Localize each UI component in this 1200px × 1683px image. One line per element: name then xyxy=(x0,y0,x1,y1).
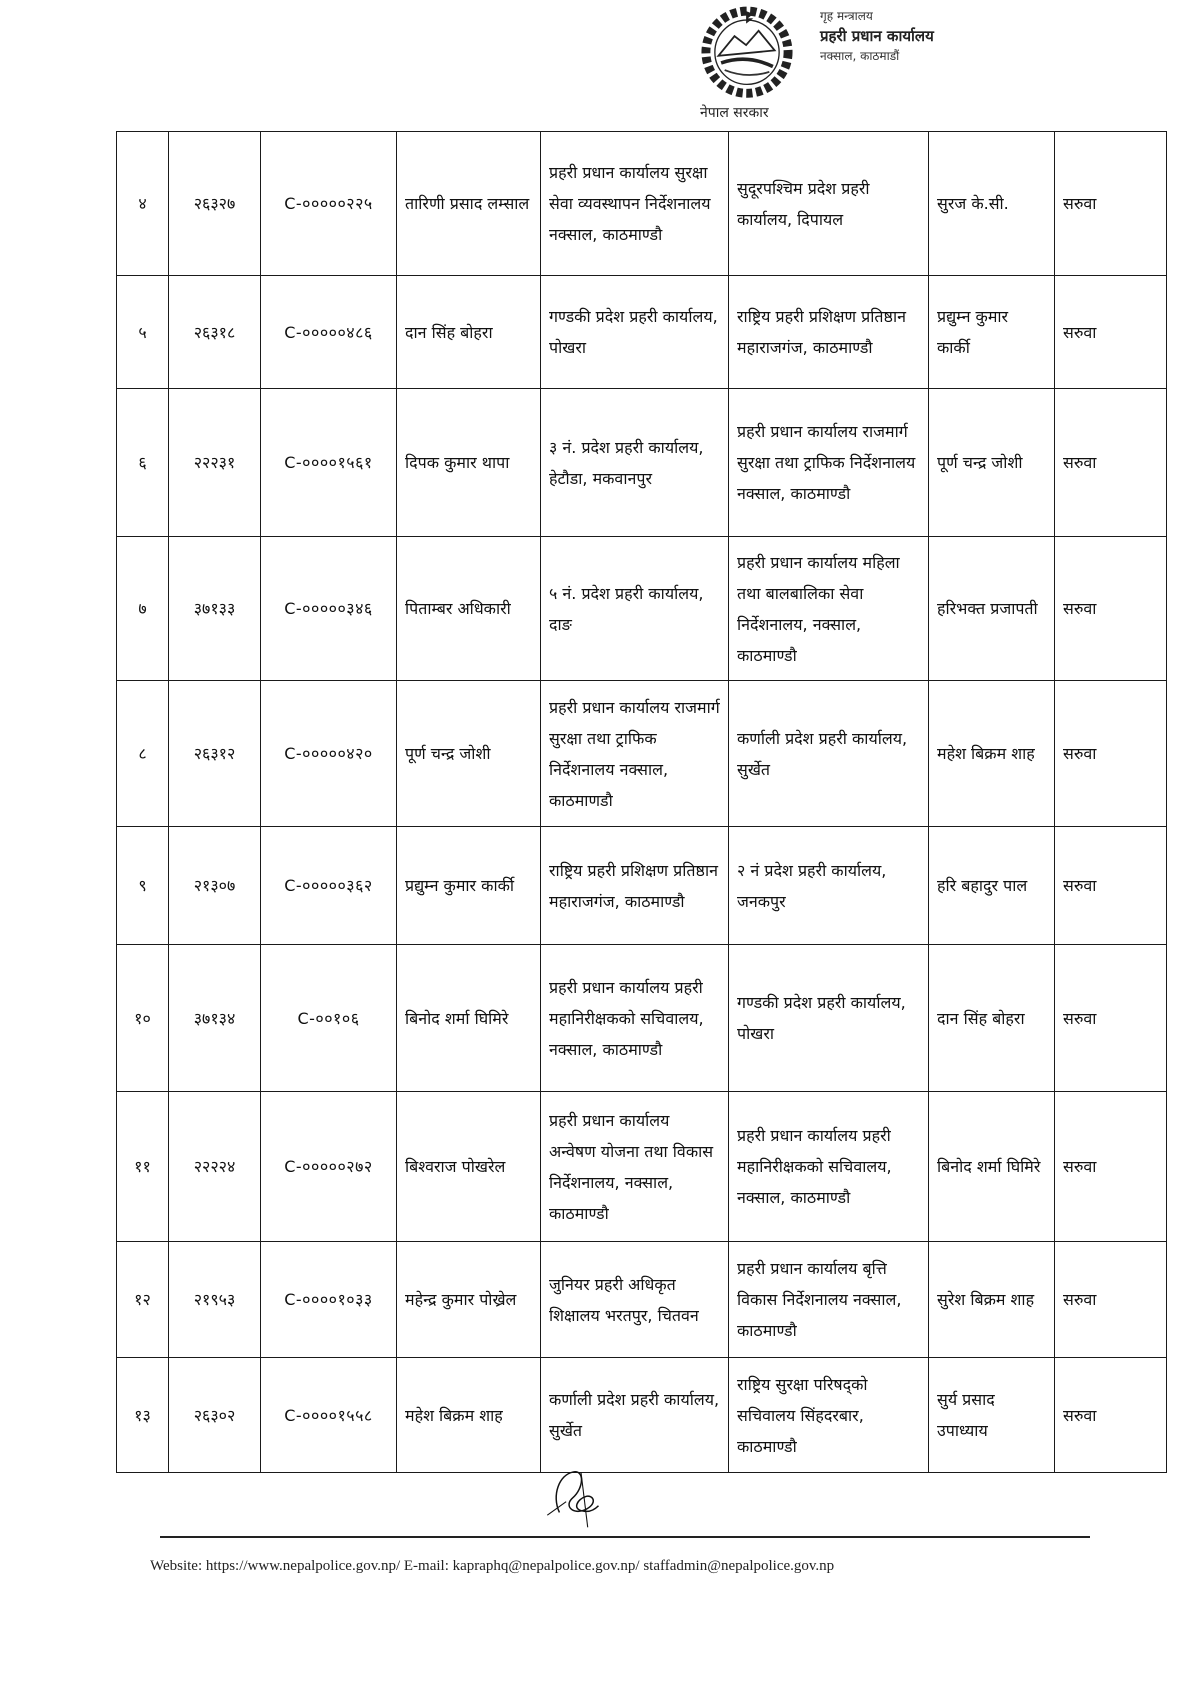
employee-name-cell: प्रद्युम्न कुमार कार्की xyxy=(397,827,541,945)
employee-number-cell: २१९५३ xyxy=(169,1242,261,1358)
new-office-cell: गण्डकी प्रदेश प्रहरी कार्यालय, पोखरा xyxy=(729,945,929,1092)
transfer-table xyxy=(116,131,1167,1473)
new-office-cell: प्रहरी प्रधान कार्यालय राजमार्ग सुरक्षा तथा ट्राफिक निर्देशनालय नक्साल, काठमाण्डौ xyxy=(729,389,929,537)
transfer-type-cell: सरुवा xyxy=(1055,681,1167,827)
employee-name-cell: महेन्द्र कुमार पोख्रेल xyxy=(397,1242,541,1358)
current-office-cell: राष्ट्रिय प्रहरी प्रशिक्षण प्रतिष्ठान महाराजगंज, काठमाण्डौ xyxy=(541,827,729,945)
serial-number-cell: ९ xyxy=(117,827,169,945)
serial-number-cell: ८ xyxy=(117,681,169,827)
current-office-cell: गण्डकी प्रदेश प्रहरी कार्यालय, पोखरा xyxy=(541,276,729,389)
table-row xyxy=(117,1092,1167,1242)
seal-address-label: नक्साल, काठमाडौं xyxy=(820,49,900,63)
serial-number-cell: ७ xyxy=(117,537,169,681)
code-cell: C-०००००४८६ xyxy=(261,276,397,389)
serial-number-cell: १० xyxy=(117,945,169,1092)
serial-number-cell: ४ xyxy=(117,132,169,276)
footer-contact: Website: https://www.nepalpolice.gov.np/ E-mail: kapraphq@nepalpolice.gov.np/ staffadmin@nepalpolice.gov.np xyxy=(150,1558,835,1574)
employee-name-cell: पूर्ण चन्द्र जोशी xyxy=(397,681,541,827)
current-office-cell: प्रहरी प्रधान कार्यालय सुरक्षा सेवा व्यवस्थापन निर्देशनालय नक्साल, काठमाण्डौ xyxy=(541,132,729,276)
current-office-cell: ३ नं. प्रदेश प्रहरी कार्यालय, हेटौडा, मकवानपुर xyxy=(541,389,729,537)
current-office-cell: कर्णाली प्रदेश प्रहरी कार्यालय, सुर्खेत xyxy=(541,1358,729,1473)
new-office-cell: राष्ट्रिय सुरक्षा परिषद्को सचिवालय सिंहदरबार, काठमाण्डौ xyxy=(729,1358,929,1473)
employee-name-cell: बिनोद शर्मा घिमिरे xyxy=(397,945,541,1092)
transfer-type-cell: सरुवा xyxy=(1055,389,1167,537)
code-cell: C-०००००२२५ xyxy=(261,132,397,276)
employee-name-cell: तारिणी प्रसाद लम्साल xyxy=(397,132,541,276)
transfer-type-cell: सरुवा xyxy=(1055,945,1167,1092)
replacement-name-cell: महेश बिक्रम शाह xyxy=(929,681,1055,827)
employee-number-cell: २६३०२ xyxy=(169,1358,261,1473)
employee-name-cell: पिताम्बर अधिकारी xyxy=(397,537,541,681)
footer-divider xyxy=(160,1536,1090,1538)
table-row xyxy=(117,537,1167,681)
new-office-cell: कर्णाली प्रदेश प्रहरी कार्यालय, सुर्खेत xyxy=(729,681,929,827)
transfer-type-cell: सरुवा xyxy=(1055,1092,1167,1242)
employee-number-cell: २६३१८ xyxy=(169,276,261,389)
replacement-name-cell: हरिभक्त प्रजापती xyxy=(929,537,1055,681)
code-cell: C-००००१०३३ xyxy=(261,1242,397,1358)
seal-government-label: नेपाल सरकार xyxy=(700,105,769,121)
table-row xyxy=(117,1358,1167,1473)
serial-number-cell: ५ xyxy=(117,276,169,389)
employee-number-cell: २२२३१ xyxy=(169,389,261,537)
current-office-cell: जुनियर प्रहरी अधिकृत शिक्षालय भरतपुर, चितवन xyxy=(541,1242,729,1358)
serial-number-cell: १३ xyxy=(117,1358,169,1473)
code-cell: C-००१०६ xyxy=(261,945,397,1092)
replacement-name-cell: सुर्य प्रसाद उपाध्याय xyxy=(929,1358,1055,1473)
replacement-name-cell: बिनोद शर्मा घिमिरे xyxy=(929,1092,1055,1242)
current-office-cell: ५ नं. प्रदेश प्रहरी कार्यालय, दाङ xyxy=(541,537,729,681)
nepal-government-emblem-icon xyxy=(688,4,806,104)
replacement-name-cell: दान सिंह बोहरा xyxy=(929,945,1055,1092)
employee-number-cell: २१३०७ xyxy=(169,827,261,945)
employee-name-cell: महेश बिक्रम शाह xyxy=(397,1358,541,1473)
employee-number-cell: २६३१२ xyxy=(169,681,261,827)
code-cell: C-००००१५५८ xyxy=(261,1358,397,1473)
new-office-cell: राष्ट्रिय प्रहरी प्रशिक्षण प्रतिष्ठान महाराजगंज, काठमाण्डौ xyxy=(729,276,929,389)
replacement-name-cell: पूर्ण चन्द्र जोशी xyxy=(929,389,1055,537)
employee-name-cell: बिश्वराज पोखरेल xyxy=(397,1092,541,1242)
table-row xyxy=(117,389,1167,537)
table-row xyxy=(117,1242,1167,1358)
serial-number-cell: ११ xyxy=(117,1092,169,1242)
replacement-name-cell: हरि बहादुर पाल xyxy=(929,827,1055,945)
employee-number-cell: ३७१३३ xyxy=(169,537,261,681)
current-office-cell: प्रहरी प्रधान कार्यालय प्रहरी महानिरीक्षकको सचिवालय, नक्साल, काठमाण्डौ xyxy=(541,945,729,1092)
transfer-type-cell: सरुवा xyxy=(1055,132,1167,276)
current-office-cell: प्रहरी प्रधान कार्यालय राजमार्ग सुरक्षा तथा ट्राफिक निर्देशनालय नक्साल, काठमाणडौ xyxy=(541,681,729,827)
transfer-type-cell: सरुवा xyxy=(1055,1242,1167,1358)
employee-number-cell: २२२२४ xyxy=(169,1092,261,1242)
current-office-cell: प्रहरी प्रधान कार्यालय अन्वेषण योजना तथा विकास निर्देशनालय, नक्साल, काठमाण्डौ xyxy=(541,1092,729,1242)
employee-number-cell: ३७१३४ xyxy=(169,945,261,1092)
code-cell: C-०००००३४६ xyxy=(261,537,397,681)
new-office-cell: प्रहरी प्रधान कार्यालय महिला तथा बालबालिका सेवा निर्देशनालय, नक्साल, काठमाण्डौ xyxy=(729,537,929,681)
employee-name-cell: दान सिंह बोहरा xyxy=(397,276,541,389)
employee-name-cell: दिपक कुमार थापा xyxy=(397,389,541,537)
replacement-name-cell: सुरेश बिक्रम शाह xyxy=(929,1242,1055,1358)
seal-office-stamp: प्रहरी प्रधान कार्यालय xyxy=(820,27,934,45)
signature-icon xyxy=(528,1468,638,1530)
new-office-cell: सुदूरपश्चिम प्रदेश प्रहरी कार्यालय, दिपायल xyxy=(729,132,929,276)
table-row xyxy=(117,276,1167,389)
table-row xyxy=(117,945,1167,1092)
transfer-type-cell: सरुवा xyxy=(1055,827,1167,945)
new-office-cell: २ नं प्रदेश प्रहरी कार्यालय, जनकपुर xyxy=(729,827,929,945)
seal-ministry-label: गृह मन्त्रालय xyxy=(820,9,873,23)
new-office-cell: प्रहरी प्रधान कार्यालय बृत्ति विकास निर्देशनालय नक्साल, काठमाण्डौ xyxy=(729,1242,929,1358)
replacement-name-cell: सुरज के.सी. xyxy=(929,132,1055,276)
transfer-type-cell: सरुवा xyxy=(1055,537,1167,681)
table-row xyxy=(117,681,1167,827)
replacement-name-cell: प्रद्युम्न कुमार कार्की xyxy=(929,276,1055,389)
transfer-type-cell: सरुवा xyxy=(1055,276,1167,389)
code-cell: C-०००००३६२ xyxy=(261,827,397,945)
code-cell: C-०००००२७२ xyxy=(261,1092,397,1242)
office-seal xyxy=(820,6,1040,66)
new-office-cell: प्रहरी प्रधान कार्यालय प्रहरी महानिरीक्षकको सचिवालय, नक्साल, काठमाण्डौ xyxy=(729,1092,929,1242)
table-row xyxy=(117,132,1167,276)
code-cell: C-००००१५६१ xyxy=(261,389,397,537)
serial-number-cell: १२ xyxy=(117,1242,169,1358)
table-row xyxy=(117,827,1167,945)
transfer-type-cell: सरुवा xyxy=(1055,1358,1167,1473)
employee-number-cell: २६३२७ xyxy=(169,132,261,276)
serial-number-cell: ६ xyxy=(117,389,169,537)
code-cell: C-०००००४२० xyxy=(261,681,397,827)
